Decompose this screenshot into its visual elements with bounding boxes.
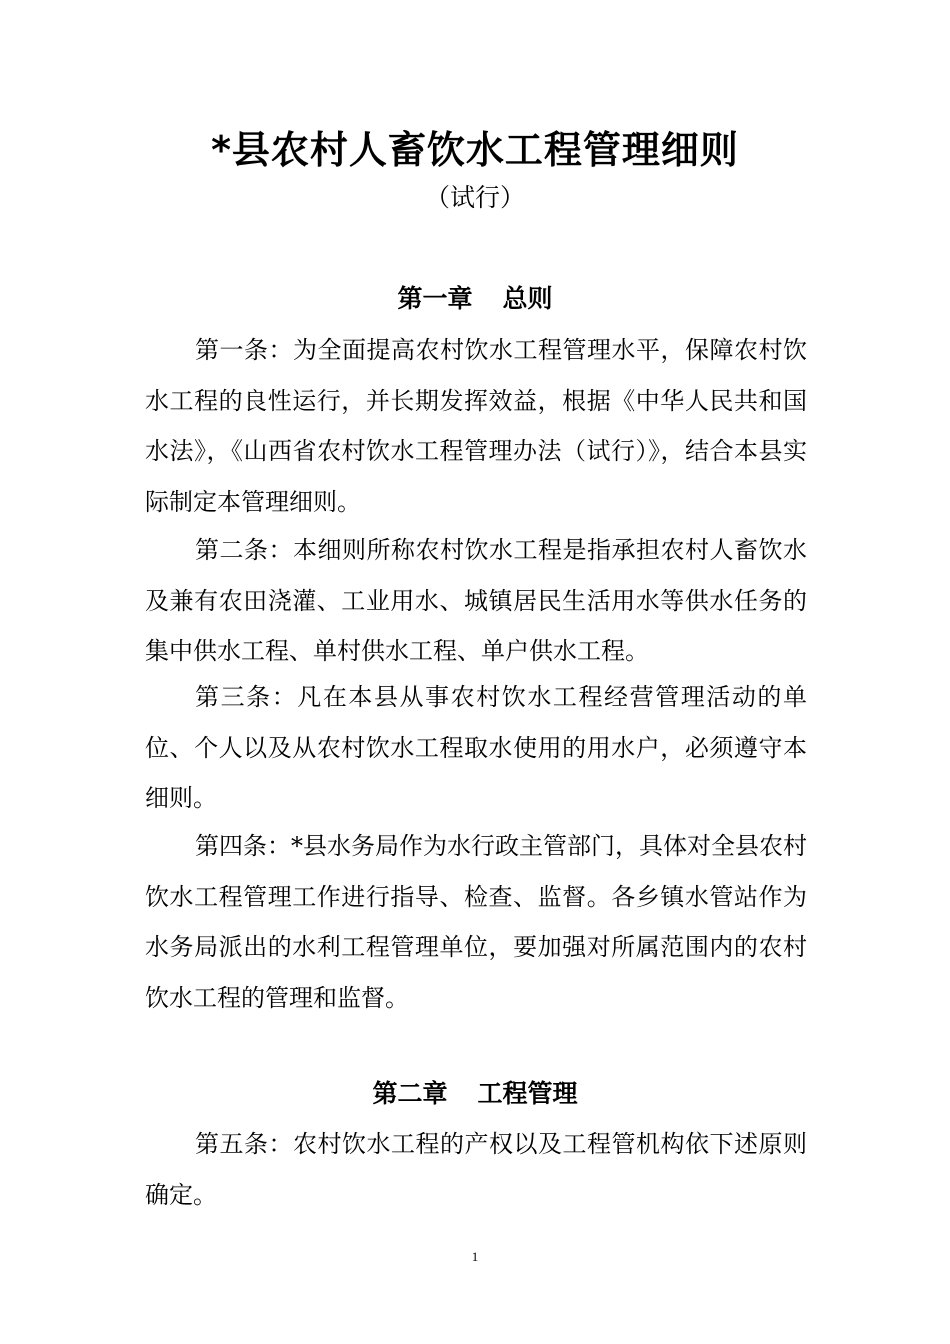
chapter-number: 第二章 [372,1079,448,1108]
document-subtitle: （试行） [424,183,525,212]
article-1: 第一条：为全面提高农村饮水工程管理水平，保障农村饮水工程的良性运行，并长期发挥效益，根据《中华人民共和国水法》，《山西省农村饮水工程管理办法（试行）》，结合本县实际制定本管理细则。 [145,336,807,516]
chapter-heading-2 [0,1076,950,1112]
article-5: 第五条：农村饮水工程的产权以及工程管机构依下述原则确定。 [145,1130,807,1209]
chapter-number: 第一章 [397,284,473,313]
article-3: 第三条：凡在本县从事农村饮水工程经营管理活动的单位、个人以及从农村饮水工程取水使用的用水户，必须遵守本细则。 [145,683,807,812]
chapter-heading-1 [0,281,950,317]
chapter-name: 工程管理 [477,1079,578,1108]
chapter-name: 总则 [502,284,553,313]
article-4: 第四条：*县水务局作为水行政主管部门，具体对全县农村饮水工程管理工作进行指导、检查、监督。各乡镇水管站作为水务局派出的水利工程管理单位，要加强对所属范围内的农村饮水工程的管理和监督。 [145,832,807,1012]
page-number: 1 [471,1249,479,1264]
document-title: *县农村人畜饮水工程管理细则 [211,128,739,172]
article-2: 第二条：本细则所称农村饮水工程是指承担农村人畜饮水及兼有农田浇灌、工业用水、城镇居民生活用水等供水任务的集中供水工程、单村供水工程、单户供水工程。 [145,536,807,665]
